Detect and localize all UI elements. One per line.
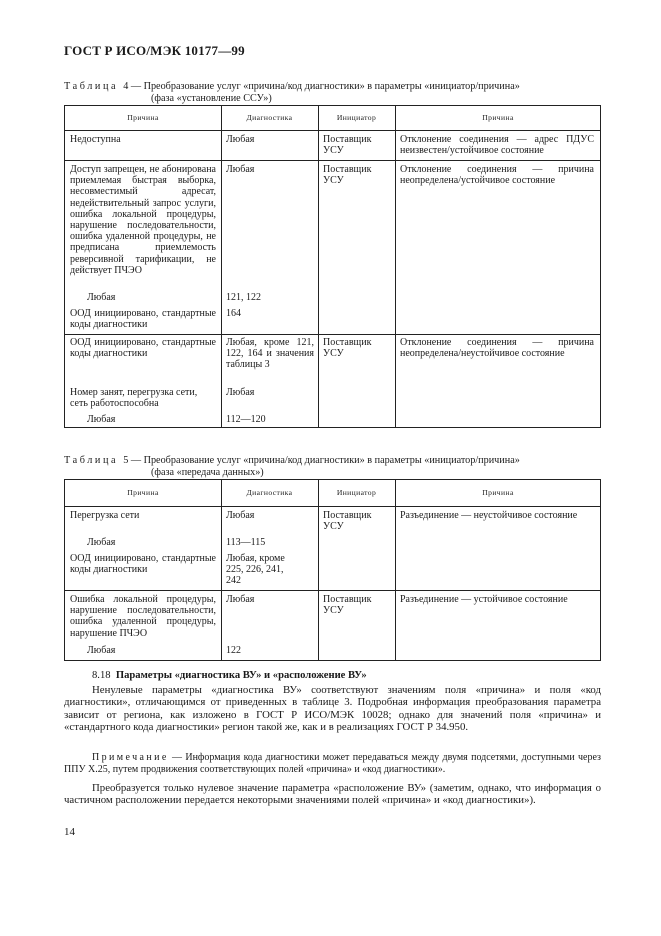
- table4-r2-cause: Доступ запрещен, не абонирована приемлемая быстрая выборка, несовместимый адресат, недействительный запрос услуги, ошибка локальной процедуры, нарушение последовательности, ошибка удаленной процедуры, не предписана приемлемость реверсивной тарификации, не действует ПЧЭО: [70, 164, 216, 276]
- table4-r2c-cause: ООД инициировано, стандартные коды диагностики: [70, 308, 216, 331]
- table4-r3-result: Отклонение соединения — причина неопределена/неустойчивое состояние: [400, 337, 594, 360]
- table4-r3-cause: ООД инициировано, стандартные коды диагностики: [70, 337, 216, 360]
- paragraph-2-text: Преобразуется только нулевое значение параметра «расположение ВУ» (заметим, однако, что информация о частичном расположении передается некоторыми значениями полей «причина» и «код диагностики»).: [64, 782, 601, 807]
- table5-r1-result: Разъединение — неустойчивое состояние: [400, 510, 578, 521]
- table4-header-initiator: Инициатор: [336, 113, 377, 122]
- table4-r3-initiator: Поставщик УСУ: [323, 337, 372, 360]
- table5-r2b-cause: Любая: [87, 645, 116, 656]
- table4-header-cause: Причина: [127, 113, 159, 122]
- table5-r2-cause: Ошибка локальной процедуры, нарушение последовательности, ошибка удаленной процедуры, нарушение ПЧЭО: [70, 594, 216, 639]
- table5-r2-diag: Любая: [226, 594, 255, 605]
- table5-header-result-cause: Причина: [482, 488, 514, 497]
- table5-r1-initiator: Поставщик УСУ: [323, 510, 372, 533]
- table5-r1b-cause: Любая: [87, 537, 116, 548]
- table5-header-cause: Причина: [127, 488, 159, 497]
- table5-r2b-diag: 122: [226, 645, 241, 656]
- table5-r1-cause: Перегрузка сети: [70, 510, 140, 521]
- table5-caption-label: Таблица: [64, 455, 119, 466]
- table4-caption-text: 4 — Преобразование услуг «причина/код диагностики» в параметры «инициатор/причина»: [123, 81, 520, 92]
- table5-caption-text: 5 — Преобразование услуг «причина/код диагностики» в параметры «инициатор/причина»: [123, 455, 520, 466]
- table-4: [64, 105, 601, 428]
- document-header: ГОСТ Р ИСО/МЭК 10177—99: [64, 43, 245, 58]
- table4-r3c-cause: Любая: [87, 414, 116, 425]
- note: [64, 752, 601, 776]
- table4-r2b-diag: 121, 122: [226, 292, 261, 303]
- table4-r2-result: Отклонение соединения — причина неопределена/устойчивое состояние: [400, 164, 594, 187]
- table4-r1-initiator: Поставщик УСУ: [323, 134, 372, 157]
- table4-caption-label: Таблица: [64, 81, 119, 92]
- paragraph-1-text: Ненулевые параметры «диагностика ВУ» соответствуют значениям поля «причина» и поля «код диагностики», отличающимся от приведенных в таблице 3. Подробная информация преобразования параметра зависит от региона, как изложено в ГОСТ Р ИСО/МЭК 10028; однако для значений поля «причина» и «стандартного кода диагностики» регион такой же, как и в реализациях ГОСТ Р 34.950.: [64, 684, 601, 734]
- table4-caption: [64, 81, 604, 104]
- paragraph-1: [64, 684, 601, 734]
- table5-r1b-diag: 113—115: [226, 537, 266, 548]
- section-title: Параметры «диагностика ВУ» и «расположение ВУ»: [115, 670, 367, 681]
- table4-r3b-cause: Номер занят, перегрузка сети, сеть работоспособна: [70, 387, 198, 410]
- table4-r2b-cause: Любая: [87, 292, 116, 303]
- table5-r1c-diag: Любая, кроме 225, 226, 241, 242: [226, 553, 285, 587]
- table5-header-initiator: Инициатор: [336, 488, 377, 497]
- table4-r3-diag: Любая, кроме 121, 122, 164 и значения таблицы 3: [226, 337, 314, 371]
- paragraph-2: [64, 782, 601, 807]
- table4-r3b-diag: Любая: [226, 387, 255, 398]
- table4-r1-cause: Недоступна: [70, 134, 121, 145]
- table4-r1-result: Отклонение соединения — адрес ПДУС неизвестен/устойчивое состояние: [400, 134, 594, 157]
- section-heading: [92, 670, 367, 681]
- table4-r2-diag: Любая: [226, 164, 255, 175]
- table5-r2-result: Разъединение — устойчивое состояние: [400, 594, 568, 605]
- table-5: [64, 479, 601, 661]
- table4-caption-phase: (фаза «установление ССУ»): [151, 92, 272, 104]
- table4-r3c-diag: 112—120: [226, 414, 266, 425]
- table5-header-diagnostics: Диагностика: [246, 488, 293, 497]
- table4-r2-initiator: Поставщик УСУ: [323, 164, 372, 187]
- table4-r2c-diag: 164: [226, 308, 241, 319]
- table4-r1-diag: Любая: [226, 134, 255, 145]
- page-number: 14: [64, 826, 75, 838]
- table5-caption: [64, 455, 604, 478]
- table5-r1c-cause: ООД инициировано, стандартные коды диагностики: [70, 553, 216, 576]
- section-number: 8.18: [92, 670, 111, 681]
- table5-caption-phase: (фаза «передача данных»): [151, 466, 264, 478]
- table5-r2-initiator: Поставщик УСУ: [323, 594, 372, 617]
- table5-r1-diag: Любая: [226, 510, 255, 521]
- table4-header-result-cause: Причина: [482, 113, 514, 122]
- table4-header-diagnostics: Диагностика: [246, 113, 293, 122]
- note-text: — Информация кода диагностики может передаваться между двумя подсетями, доступными через ППУ Х.25, путем продвижения соответствующих полей «причина» и «код диагностики».: [64, 752, 601, 775]
- note-label: Примечание: [92, 752, 169, 763]
